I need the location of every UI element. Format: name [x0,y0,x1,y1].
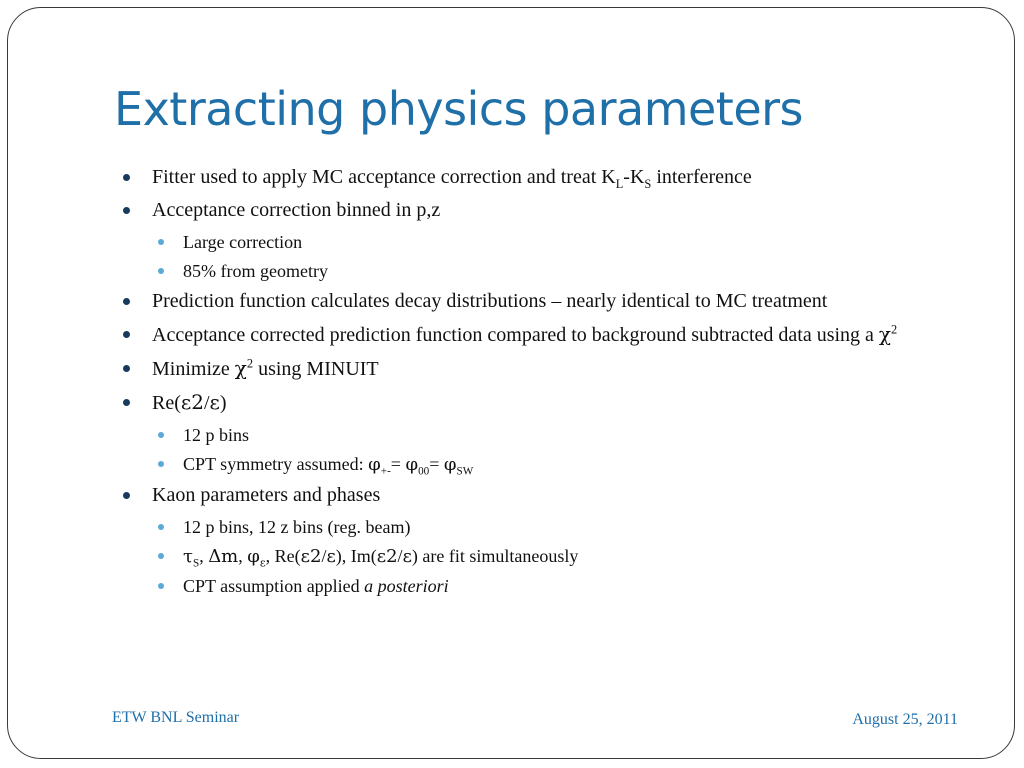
sub-bullet-dot [158,583,164,589]
bullet-dot [123,331,130,338]
sub-bullet-dot [158,239,164,245]
sub-bullet-cpt-symmetry: CPT symmetry assumed: $\varphi_{+-}= \varphi_{00}= \varphi_{SW}$ [120,453,950,476]
bullet-acceptance-binned: Acceptance correction binned in p,z [120,198,950,223]
sub-bullet-geometry: 85% from geometry [120,260,950,282]
sub-bullet-large-correction: Large correction [120,231,950,253]
bullet-dot [123,492,130,499]
bullet-list [120,165,950,604]
bullet-dot [123,298,130,305]
footer-date: August 25, 2011 [852,711,958,728]
bullet-dot [123,399,130,406]
sub-bullet-12-p-bins: 12 p bins [120,424,950,446]
bullet-re-eps: Re(ε2/ε) [120,390,950,416]
sub-bullet-dot [158,432,164,438]
bullet-dot [123,207,130,214]
slide-title: Extracting physics parameters [114,82,804,136]
sub-bullet-dot [158,524,164,530]
sub-bullet-dot [158,461,164,467]
bullet-dot [123,365,130,372]
sub-bullet-pz-bins: 12 p bins, 12 z bins (reg. beam) [120,516,950,538]
bullet-dot [123,174,130,181]
bullet-fitter: Fitter used to apply MC acceptance correction and treat $K_L-K_S$ interference [120,165,950,190]
sub-bullet-dot [158,268,164,274]
sub-bullet-fit-parameters: $\tau_S$, Δm, $\varphi_\varepsilon$, Re(ε2/ε), Im(ε2/ε) are fit simultaneously [120,545,950,568]
bullet-acceptance-corrected: Acceptance corrected prediction function compared to background subtracted data using a $\chi^2$ [120,322,950,348]
bullet-kaon-parameters: Kaon parameters and phases [120,483,950,508]
bullet-prediction-function: Prediction function calculates decay distributions – nearly identical to MC treatment [120,289,950,314]
bullet-minimize: Minimize $\chi^2$ using MINUIT [120,356,950,382]
sub-bullet-dot [158,553,164,559]
sub-bullet-cpt-assumption: CPT assumption applied a posteriori [120,575,950,597]
footer-seminar: ETW BNL Seminar [112,709,240,726]
